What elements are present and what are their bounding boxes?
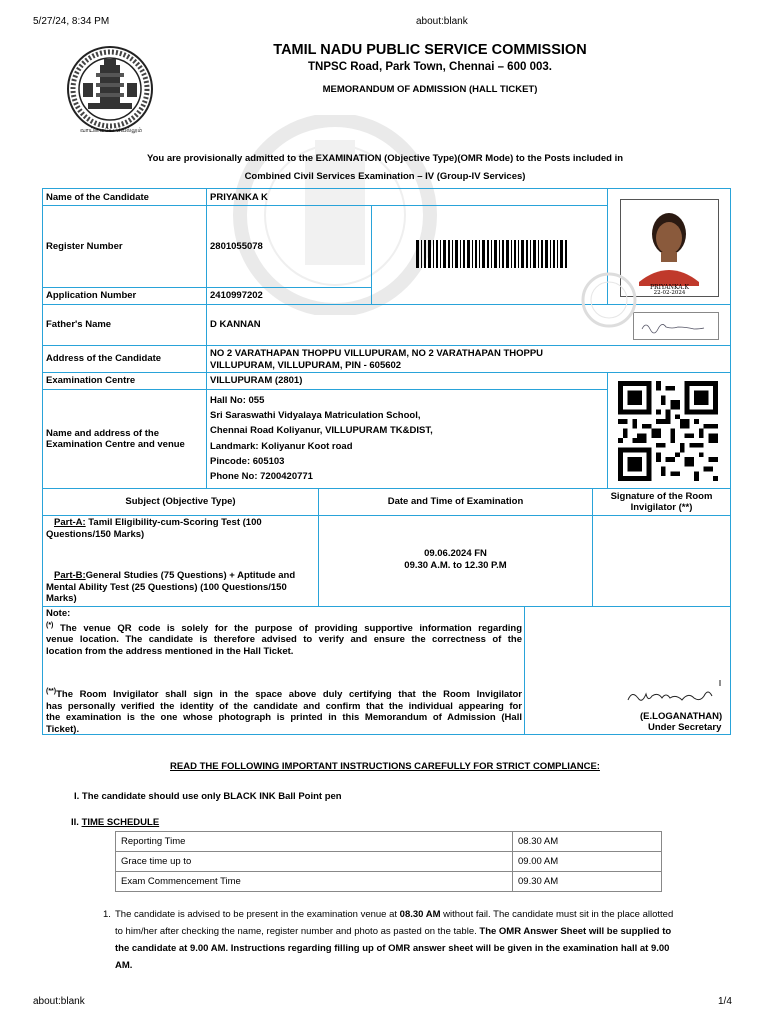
venue-details xyxy=(210,393,433,484)
schedule-label: Grace time up to xyxy=(116,852,513,872)
org-name: TAMIL NADU PUBLIC SERVICE COMMISSION xyxy=(273,42,587,58)
part-a-text: Questions/150 Marks) xyxy=(46,528,145,540)
venue-line: Sri Saraswathi Vidyalaya Matriculation School, xyxy=(210,410,421,422)
venue-label-line-2: Examination Centre and venue xyxy=(46,439,185,450)
venue-line: Phone No: 7200420771 xyxy=(210,471,313,483)
note-star-2: (**) xyxy=(46,688,57,695)
instruction-item-2-prefix: II. xyxy=(71,817,82,828)
register-number: 2801055078 xyxy=(210,241,263,252)
datetime-col-header: Date and Time of Examination xyxy=(387,496,524,507)
instructions-heading: READ THE FOLLOWING IMPORTANT INSTRUCTIONS CAREFULLY FOR STRICT COMPLIANCE: xyxy=(170,761,600,772)
exam-datetime xyxy=(319,548,592,571)
intro-line-2: Combined Civil Services Examination – IV (Group-IV Services) xyxy=(244,171,526,182)
venue-label-line-1: Name and address of the xyxy=(46,428,159,439)
instruction-para-number: 1. xyxy=(103,909,111,920)
note-block-2 xyxy=(46,686,522,735)
note-star-1: (*) xyxy=(46,621,54,629)
para-bold-text: the candidate at 9.00 AM. Instructions regarding filling up of OMR answer sheet will be given in the examination hall at 9.00 xyxy=(115,943,670,954)
print-footer-url: about:blank xyxy=(33,996,85,1007)
table-row xyxy=(116,832,662,852)
photo-date: 22-02-2024 xyxy=(653,290,686,296)
signatory-designation: Under Secretary xyxy=(648,722,722,733)
part-b-text: Mental Ability Test (25 Questions) (100 Questions/150 xyxy=(46,581,287,593)
schedule-time: 09.30 AM xyxy=(513,872,662,892)
signature-col-header xyxy=(593,491,730,513)
barcode-icon xyxy=(416,240,570,268)
note-line: The Room Invigilator shall sign in the space above duly certifying that the Room Invigilator xyxy=(56,689,522,701)
table-row xyxy=(116,872,662,892)
note-title: Note: xyxy=(46,608,71,619)
note-block xyxy=(46,608,522,657)
instruction-paragraph-1 xyxy=(115,906,725,974)
exam-centre: VILLUPURAM (2801) xyxy=(210,375,303,386)
schedule-time: 09.00 AM xyxy=(513,852,662,872)
note-line: The venue QR code is solely for the purpose of providing supportive information regarding xyxy=(53,622,522,634)
photo-name: PRIYANKA.K xyxy=(650,284,689,291)
para-text: to him/her after checking the name, register number and photo as pasted on the table. xyxy=(115,926,480,937)
intro-line-1: You are provisionally admitted to the EXAMINATION (Objective Type)(OMR Mode) to the Posts included in xyxy=(146,153,624,164)
para-time: 08.30 AM xyxy=(399,909,441,920)
part-b-text: Marks) xyxy=(46,593,77,604)
doc-title: MEMORANDUM OF ADMISSION (HALL TICKET) xyxy=(322,84,538,95)
seal-watermark-icon xyxy=(577,260,637,340)
para-text: The candidate is advised to be present in the examination venue at xyxy=(115,909,400,920)
subject-col-header: Subject (Objective Type) xyxy=(125,496,236,507)
part-b-text: General Studies (75 Questions) + Aptitude and xyxy=(85,570,296,581)
address-line-1: NO 2 VARATHAPAN THOPPU VILLUPURAM, NO 2 VARATHAPAN THOPPU xyxy=(210,348,544,359)
part-b xyxy=(46,570,295,605)
venue-qr-code-icon[interactable] xyxy=(615,381,721,481)
centre-label: Examination Centre xyxy=(46,375,136,386)
tnpsc-logo xyxy=(66,43,154,139)
part-b-label: Part-B: xyxy=(54,570,86,581)
schedule-label: Reporting Time xyxy=(116,832,513,852)
para-bold-text: The OMR Answer Sheet will be supplied to xyxy=(479,926,672,937)
venue-line: Landmark: Koliyanur Koot road xyxy=(210,440,353,452)
tnpsc-emblem-icon xyxy=(66,43,154,139)
print-title: about:blank xyxy=(416,16,468,27)
register-label: Register Number xyxy=(46,241,123,252)
instruction-item-1: I. The candidate should use only BLACK INK Ball Point pen xyxy=(74,791,342,802)
note-line: venue location. The candidate is therefore advised to verify and ensure the correctness of the xyxy=(46,634,522,646)
note-line: has personally verified the identity of the candidate and confirm that the individual appearing for xyxy=(46,700,522,712)
signature-col-header-line: Invigilator (**) xyxy=(630,502,693,513)
name-label: Name of the Candidate xyxy=(46,192,149,203)
secretary-signature-icon xyxy=(620,678,730,714)
candidate-signature-icon xyxy=(634,313,718,339)
signatory-name: (E.LOGANATHAN) xyxy=(640,711,723,722)
para-bold-text: AM. xyxy=(115,960,133,971)
part-a-text: Tamil Eligibility-cum-Scoring Test (100 xyxy=(85,517,262,528)
venue-line: Chennai Road Koliyanur, VILLUPURAM TK&DIST, xyxy=(210,425,433,437)
para-text: without fail. The candidate must sit in the place allotted xyxy=(440,909,674,920)
address-line-2: VILLUPURAM, VILLUPURAM, PIN - 605602 xyxy=(210,360,402,371)
time-schedule-title: TIME SCHEDULE xyxy=(81,817,160,828)
note-line: Ticket). xyxy=(46,723,80,735)
org-address: TNPSC Road, Park Town, Chennai – 600 003. xyxy=(308,61,552,73)
table-row xyxy=(116,852,662,872)
venue-line: Hall No: 055 xyxy=(210,395,265,406)
note-line: the examination is the one whose photograph is printed in this Memorandum of Admission (Hall xyxy=(46,712,522,724)
address-label: Address of the Candidate xyxy=(46,353,162,364)
part-a-label: Part-A: xyxy=(54,517,86,528)
application-number: 2410997202 xyxy=(210,290,263,301)
part-a xyxy=(46,517,262,540)
print-timestamp: 5/27/24, 8:34 PM xyxy=(33,16,110,27)
exam-time: 09.30 A.M. to 12.30 P.M xyxy=(404,559,507,571)
time-schedule-table xyxy=(115,831,662,892)
schedule-label: Exam Commencement Time xyxy=(116,872,513,892)
instruction-item-2 xyxy=(71,817,159,828)
watermark-emblem-icon xyxy=(175,115,485,315)
signature-col-header-line: Signature of the Room xyxy=(610,491,713,502)
note-line: location from the address mentioned in the Hall Ticket. xyxy=(46,645,294,657)
application-label: Application Number xyxy=(46,290,137,301)
father-name: D KANNAN xyxy=(210,319,261,330)
venue-line: Pincode: 605103 xyxy=(210,455,285,467)
print-page-number: 1/4 xyxy=(718,996,732,1007)
father-label: Father's Name xyxy=(46,319,112,330)
candidate-signature xyxy=(633,312,719,340)
exam-date: 09.06.2024 FN xyxy=(424,548,487,559)
candidate-name: PRIYANKA K xyxy=(210,192,268,203)
logo-caption: வாய்மையே வெல்லும் xyxy=(80,127,143,134)
schedule-time: 08.30 AM xyxy=(513,832,662,852)
